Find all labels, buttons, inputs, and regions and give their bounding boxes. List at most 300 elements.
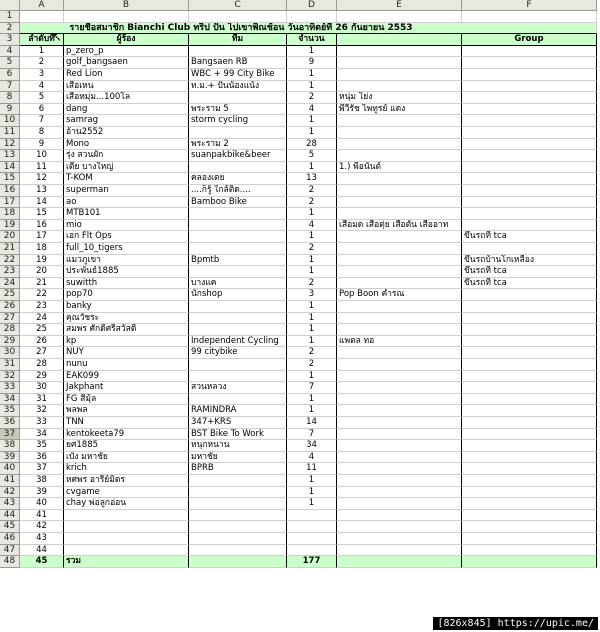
table-cell-b[interactable]: suwitth (64, 278, 189, 290)
row-header-4[interactable]: 4 (0, 46, 20, 58)
table-cell-e[interactable]: 1.) พี่อนันต์ (337, 162, 462, 174)
header-cell-b[interactable]: ผู้ร้อง (64, 34, 189, 46)
empty-cell[interactable] (64, 11, 189, 23)
row-header-29[interactable]: 29 (0, 336, 20, 348)
table-cell-b[interactable]: p_zero_p (64, 46, 189, 58)
table-cell-a[interactable]: 28 (20, 359, 64, 371)
table-cell-c[interactable]: ท.ม.+ ปั่นน้องแน้ง (189, 81, 287, 93)
header-cell-f[interactable]: Group (462, 34, 597, 46)
table-cell-a[interactable]: 30 (20, 382, 64, 394)
table-cell-a[interactable]: 1 (20, 46, 64, 58)
table-cell-c[interactable] (189, 220, 287, 232)
row-header-13[interactable]: 13 (0, 150, 20, 162)
table-cell-c[interactable]: RAMINDRA (189, 405, 287, 417)
table-cell-a[interactable]: 36 (20, 452, 64, 464)
table-cell-e[interactable]: Pop Boon คำรณ (337, 289, 462, 301)
table-cell-c[interactable] (189, 231, 287, 243)
row-header-24[interactable]: 24 (0, 278, 20, 290)
table-cell-e[interactable] (337, 278, 462, 290)
table-cell-a[interactable]: 11 (20, 162, 64, 174)
table-cell-c[interactable]: สวนหลวง (189, 382, 287, 394)
table-cell-f[interactable]: ขึ้นรถที่ tca (462, 231, 597, 243)
table-cell-b[interactable] (64, 545, 189, 557)
table-cell-f[interactable]: ขึ้นรถที่ tca (462, 278, 597, 290)
total-cell-e[interactable] (337, 556, 462, 568)
table-cell-a[interactable]: 43 (20, 533, 64, 545)
table-cell-c[interactable]: Bpmtb (189, 255, 287, 267)
row-header-19[interactable]: 19 (0, 220, 20, 232)
table-cell-b[interactable]: ao (64, 197, 189, 209)
table-cell-a[interactable]: 6 (20, 104, 64, 116)
select-all-corner[interactable] (0, 0, 20, 11)
table-cell-c[interactable] (189, 243, 287, 255)
column-header-a[interactable]: A (20, 0, 64, 11)
table-cell-a[interactable]: 26 (20, 336, 64, 348)
row-header-20[interactable]: 20 (0, 231, 20, 243)
table-cell-c[interactable] (189, 313, 287, 325)
table-cell-e[interactable] (337, 313, 462, 325)
row-header-26[interactable]: 26 (0, 301, 20, 313)
table-cell-b[interactable]: เป๋ง มหาชัย (64, 452, 189, 464)
total-cell-d[interactable]: 177 (287, 556, 337, 568)
table-cell-c[interactable]: ....ก็รู้ ใกล้ติด.... (189, 185, 287, 197)
row-header-22[interactable]: 22 (0, 255, 20, 267)
table-cell-f[interactable] (462, 545, 597, 557)
table-cell-b[interactable]: เสือเหน (64, 81, 189, 93)
row-header-9[interactable]: 9 (0, 104, 20, 116)
row-header-46[interactable]: 46 (0, 533, 20, 545)
row-header-2[interactable]: 2 (0, 23, 20, 35)
table-cell-d[interactable]: 34 (287, 440, 337, 452)
row-header-6[interactable]: 6 (0, 69, 20, 81)
column-header-e[interactable]: E (337, 0, 462, 11)
table-cell-d[interactable]: 2 (287, 92, 337, 104)
table-cell-f[interactable] (462, 139, 597, 151)
table-cell-f[interactable] (462, 487, 597, 499)
table-cell-c[interactable]: BPRB (189, 463, 287, 475)
table-cell-e[interactable] (337, 173, 462, 185)
table-cell-a[interactable]: 37 (20, 463, 64, 475)
table-cell-d[interactable]: 1 (287, 301, 337, 313)
row-header-8[interactable]: 8 (0, 92, 20, 104)
table-cell-b[interactable]: ยศ1885 (64, 440, 189, 452)
table-cell-d[interactable]: 28 (287, 139, 337, 151)
table-cell-e[interactable] (337, 324, 462, 336)
table-cell-c[interactable] (189, 498, 287, 510)
row-header-36[interactable]: 36 (0, 417, 20, 429)
table-cell-f[interactable] (462, 498, 597, 510)
table-cell-e[interactable] (337, 208, 462, 220)
table-cell-e[interactable]: เสือมด เสือตุ่ย เสือตัน เสืออาท (337, 220, 462, 232)
table-cell-a[interactable]: 17 (20, 231, 64, 243)
table-cell-e[interactable] (337, 371, 462, 383)
table-cell-f[interactable] (462, 104, 597, 116)
table-cell-e[interactable] (337, 452, 462, 464)
table-cell-c[interactable]: Independent Cycling (189, 336, 287, 348)
table-cell-e[interactable] (337, 440, 462, 452)
table-cell-d[interactable]: 1 (287, 255, 337, 267)
table-cell-e[interactable] (337, 46, 462, 58)
table-cell-d[interactable]: 11 (287, 463, 337, 475)
table-cell-a[interactable]: 9 (20, 139, 64, 151)
table-cell-d[interactable]: 1 (287, 475, 337, 487)
table-cell-c[interactable] (189, 545, 287, 557)
table-cell-a[interactable]: 23 (20, 301, 64, 313)
table-cell-f[interactable] (462, 359, 597, 371)
row-header-10[interactable]: 10 (0, 115, 20, 127)
table-cell-f[interactable] (462, 313, 597, 325)
table-cell-d[interactable] (287, 545, 337, 557)
empty-cell[interactable] (337, 11, 462, 23)
table-cell-a[interactable]: 24 (20, 313, 64, 325)
table-cell-f[interactable] (462, 162, 597, 174)
table-cell-a[interactable]: 38 (20, 475, 64, 487)
table-cell-e[interactable] (337, 127, 462, 139)
table-cell-c[interactable]: suanpakbike&beer (189, 150, 287, 162)
table-cell-b[interactable]: TNN (64, 417, 189, 429)
table-cell-d[interactable]: 1 (287, 371, 337, 383)
table-cell-a[interactable]: 39 (20, 487, 64, 499)
header-cell-c[interactable]: ทีม (189, 34, 287, 46)
table-cell-f[interactable] (462, 243, 597, 255)
row-header-18[interactable]: 18 (0, 208, 20, 220)
row-header-25[interactable]: 25 (0, 289, 20, 301)
table-cell-e[interactable] (337, 487, 462, 499)
row-header-7[interactable]: 7 (0, 81, 20, 93)
table-cell-c[interactable]: คลองเตย (189, 173, 287, 185)
table-cell-b[interactable]: T-KOM (64, 173, 189, 185)
row-header-16[interactable]: 16 (0, 185, 20, 197)
table-cell-d[interactable]: 1 (287, 46, 337, 58)
table-cell-c[interactable]: นักshop (189, 289, 287, 301)
column-header-c[interactable]: C (189, 0, 287, 11)
table-cell-b[interactable]: chay พ่อลูกอ่อน (64, 498, 189, 510)
row-header-23[interactable]: 23 (0, 266, 20, 278)
table-cell-c[interactable]: บางแค (189, 278, 287, 290)
row-header-32[interactable]: 32 (0, 371, 20, 383)
table-cell-c[interactable]: พระราม 5 (189, 104, 287, 116)
table-cell-a[interactable]: 41 (20, 510, 64, 522)
table-cell-d[interactable]: 2 (287, 243, 337, 255)
table-cell-d[interactable]: 1 (287, 115, 337, 127)
table-cell-e[interactable] (337, 498, 462, 510)
table-cell-f[interactable] (462, 417, 597, 429)
table-cell-b[interactable]: nunu (64, 359, 189, 371)
table-cell-b[interactable]: หศพร อารีย์มิตร (64, 475, 189, 487)
row-header-28[interactable]: 28 (0, 324, 20, 336)
table-cell-e[interactable] (337, 266, 462, 278)
table-cell-e[interactable]: แพตล ทอ (337, 336, 462, 348)
table-cell-b[interactable]: Mono (64, 139, 189, 151)
row-header-21[interactable]: 21 (0, 243, 20, 255)
table-cell-f[interactable] (462, 115, 597, 127)
table-cell-c[interactable]: Bangsaen RB (189, 57, 287, 69)
table-cell-f[interactable] (462, 440, 597, 452)
table-cell-d[interactable]: 2 (287, 347, 337, 359)
table-cell-c[interactable] (189, 92, 287, 104)
table-cell-c[interactable]: หนุกหนาน (189, 440, 287, 452)
table-cell-d[interactable]: 1 (287, 231, 337, 243)
table-cell-b[interactable]: ประพันธ์1885 (64, 266, 189, 278)
table-cell-f[interactable] (462, 510, 597, 522)
table-cell-e[interactable] (337, 301, 462, 313)
table-cell-a[interactable]: 13 (20, 185, 64, 197)
table-cell-c[interactable]: BST Bike To Work (189, 429, 287, 441)
table-cell-c[interactable] (189, 127, 287, 139)
header-cell-d[interactable]: จำนวน (287, 34, 337, 46)
empty-cell[interactable] (462, 11, 597, 23)
table-cell-b[interactable]: banky (64, 301, 189, 313)
total-cell-a[interactable]: 45 (20, 556, 64, 568)
row-header-1[interactable]: 1 (0, 11, 20, 23)
table-cell-d[interactable] (287, 521, 337, 533)
table-cell-c[interactable] (189, 301, 287, 313)
empty-cell[interactable] (20, 11, 64, 23)
table-cell-f[interactable] (462, 521, 597, 533)
table-cell-c[interactable] (189, 359, 287, 371)
column-header-b[interactable]: B (64, 0, 189, 11)
row-header-3[interactable]: 3 (0, 34, 20, 46)
table-cell-b[interactable]: kentokeeta79 (64, 429, 189, 441)
table-cell-f[interactable] (462, 57, 597, 69)
table-cell-a[interactable]: 20 (20, 266, 64, 278)
table-cell-d[interactable]: 4 (287, 452, 337, 464)
table-cell-d[interactable]: 13 (287, 173, 337, 185)
table-cell-c[interactable] (189, 162, 287, 174)
table-cell-d[interactable]: 9 (287, 57, 337, 69)
row-header-42[interactable]: 42 (0, 487, 20, 499)
total-cell-f[interactable] (462, 556, 597, 568)
row-header-17[interactable]: 17 (0, 197, 20, 209)
table-cell-d[interactable] (287, 510, 337, 522)
table-cell-e[interactable] (337, 185, 462, 197)
table-cell-e[interactable]: พี่วีรัช ไพทูรย์ แดง (337, 104, 462, 116)
table-cell-c[interactable]: WBC + 99 City Bike (189, 69, 287, 81)
table-cell-f[interactable] (462, 324, 597, 336)
table-cell-b[interactable] (64, 521, 189, 533)
table-cell-b[interactable]: samrag (64, 115, 189, 127)
header-cell-e[interactable] (337, 34, 462, 46)
table-cell-d[interactable]: 1 (287, 336, 337, 348)
row-header-34[interactable]: 34 (0, 394, 20, 406)
row-header-40[interactable]: 40 (0, 463, 20, 475)
table-cell-e[interactable] (337, 139, 462, 151)
table-cell-f[interactable] (462, 173, 597, 185)
table-cell-d[interactable]: 2 (287, 359, 337, 371)
table-cell-e[interactable] (337, 359, 462, 371)
header-cell-a[interactable]: ลำดับที่ (20, 34, 64, 46)
table-cell-e[interactable] (337, 197, 462, 209)
table-cell-b[interactable]: รุ่ง สวนผัก (64, 150, 189, 162)
table-cell-d[interactable]: 1 (287, 313, 337, 325)
table-cell-f[interactable] (462, 220, 597, 232)
row-header-11[interactable]: 11 (0, 127, 20, 139)
table-cell-d[interactable]: 4 (287, 104, 337, 116)
table-cell-a[interactable]: 5 (20, 92, 64, 104)
table-cell-c[interactable] (189, 266, 287, 278)
table-cell-b[interactable]: อ้าน2552 (64, 127, 189, 139)
row-header-30[interactable]: 30 (0, 347, 20, 359)
table-cell-a[interactable]: 25 (20, 324, 64, 336)
table-cell-a[interactable]: 27 (20, 347, 64, 359)
table-cell-f[interactable] (462, 452, 597, 464)
table-cell-b[interactable]: krich (64, 463, 189, 475)
table-cell-b[interactable]: Jakphant (64, 382, 189, 394)
table-cell-e[interactable] (337, 510, 462, 522)
table-cell-a[interactable]: 8 (20, 127, 64, 139)
table-cell-b[interactable]: superman (64, 185, 189, 197)
row-header-33[interactable]: 33 (0, 382, 20, 394)
table-cell-e[interactable] (337, 57, 462, 69)
table-cell-a[interactable]: 10 (20, 150, 64, 162)
table-cell-b[interactable]: golf_bangsaen (64, 57, 189, 69)
table-cell-a[interactable]: 31 (20, 394, 64, 406)
table-cell-a[interactable]: 15 (20, 208, 64, 220)
table-cell-a[interactable]: 44 (20, 545, 64, 557)
row-header-5[interactable]: 5 (0, 57, 20, 69)
table-cell-b[interactable] (64, 533, 189, 545)
table-cell-f[interactable] (462, 92, 597, 104)
table-cell-a[interactable]: 4 (20, 81, 64, 93)
column-header-f[interactable]: F (462, 0, 597, 11)
table-cell-f[interactable]: ขึ้นรถที่ tca (462, 266, 597, 278)
table-cell-e[interactable] (337, 463, 462, 475)
table-cell-e[interactable] (337, 69, 462, 81)
table-cell-e[interactable] (337, 394, 462, 406)
table-cell-e[interactable] (337, 243, 462, 255)
table-cell-d[interactable]: 1 (287, 162, 337, 174)
table-cell-b[interactable]: เอก Flt Ops (64, 231, 189, 243)
table-cell-b[interactable]: เตีย บางใหญ่ (64, 162, 189, 174)
column-header-d[interactable]: D (287, 0, 337, 11)
table-cell-e[interactable] (337, 521, 462, 533)
table-cell-d[interactable] (287, 533, 337, 545)
table-cell-c[interactable]: storm cycling (189, 115, 287, 127)
table-cell-b[interactable]: pop70 (64, 289, 189, 301)
table-cell-b[interactable]: mio (64, 220, 189, 232)
table-cell-b[interactable]: kp (64, 336, 189, 348)
table-cell-b[interactable]: dang (64, 104, 189, 116)
table-cell-b[interactable]: Red Lion (64, 69, 189, 81)
table-cell-d[interactable]: 4 (287, 220, 337, 232)
table-cell-b[interactable]: สมพร ศักดิ์ศรีสวัสดิ์ (64, 324, 189, 336)
table-cell-b[interactable]: EAK099 (64, 371, 189, 383)
table-cell-f[interactable] (462, 347, 597, 359)
row-header-37[interactable]: 37 (0, 429, 20, 441)
table-cell-f[interactable] (462, 289, 597, 301)
row-header-41[interactable]: 41 (0, 475, 20, 487)
table-cell-c[interactable] (189, 521, 287, 533)
row-header-12[interactable]: 12 (0, 139, 20, 151)
row-header-48[interactable]: 48 (0, 556, 20, 568)
row-header-43[interactable]: 43 (0, 498, 20, 510)
table-cell-e[interactable] (337, 150, 462, 162)
table-cell-a[interactable]: 29 (20, 371, 64, 383)
table-cell-b[interactable]: full_10_tigers (64, 243, 189, 255)
table-cell-e[interactable] (337, 347, 462, 359)
table-cell-c[interactable] (189, 487, 287, 499)
table-cell-b[interactable]: แมวภูเขา (64, 255, 189, 267)
table-cell-e[interactable] (337, 545, 462, 557)
table-cell-b[interactable]: คุณวัชระ (64, 313, 189, 325)
table-cell-a[interactable]: 12 (20, 173, 64, 185)
row-header-14[interactable]: 14 (0, 162, 20, 174)
table-cell-d[interactable]: 3 (287, 289, 337, 301)
table-cell-f[interactable] (462, 336, 597, 348)
table-cell-c[interactable]: มหาชัย (189, 452, 287, 464)
table-cell-c[interactable] (189, 475, 287, 487)
table-cell-d[interactable]: 14 (287, 417, 337, 429)
table-cell-c[interactable] (189, 533, 287, 545)
table-cell-e[interactable] (337, 231, 462, 243)
table-cell-f[interactable]: ขึ้นรถบ้านโกเหลือง (462, 255, 597, 267)
table-cell-c[interactable] (189, 46, 287, 58)
table-cell-c[interactable]: 99 citybike (189, 347, 287, 359)
row-header-39[interactable]: 39 (0, 452, 20, 464)
table-cell-f[interactable] (462, 197, 597, 209)
table-cell-a[interactable]: 14 (20, 197, 64, 209)
table-cell-a[interactable]: 33 (20, 417, 64, 429)
table-cell-b[interactable]: พลพล (64, 405, 189, 417)
table-cell-d[interactable]: 1 (287, 208, 337, 220)
table-cell-d[interactable]: 1 (287, 81, 337, 93)
table-cell-e[interactable] (337, 429, 462, 441)
table-cell-b[interactable]: MTB101 (64, 208, 189, 220)
table-cell-d[interactable]: 1 (287, 394, 337, 406)
table-cell-f[interactable] (462, 127, 597, 139)
table-cell-f[interactable] (462, 150, 597, 162)
table-cell-f[interactable] (462, 382, 597, 394)
table-cell-d[interactable]: 7 (287, 382, 337, 394)
table-cell-d[interactable]: 1 (287, 498, 337, 510)
table-cell-a[interactable]: 19 (20, 255, 64, 267)
row-header-31[interactable]: 31 (0, 359, 20, 371)
table-cell-f[interactable] (462, 46, 597, 58)
table-cell-d[interactable]: 1 (287, 127, 337, 139)
table-cell-e[interactable] (337, 405, 462, 417)
table-cell-e[interactable] (337, 255, 462, 267)
table-cell-c[interactable]: 347+KRS (189, 417, 287, 429)
table-cell-a[interactable]: 35 (20, 440, 64, 452)
table-cell-a[interactable]: 16 (20, 220, 64, 232)
row-header-47[interactable]: 47 (0, 545, 20, 557)
table-cell-e[interactable] (337, 382, 462, 394)
table-cell-c[interactable]: พระราม 2 (189, 139, 287, 151)
table-cell-a[interactable]: 34 (20, 429, 64, 441)
table-cell-d[interactable]: 5 (287, 150, 337, 162)
table-cell-a[interactable]: 22 (20, 289, 64, 301)
table-cell-a[interactable]: 40 (20, 498, 64, 510)
table-cell-e[interactable] (337, 417, 462, 429)
table-cell-d[interactable]: 2 (287, 185, 337, 197)
table-cell-a[interactable]: 18 (20, 243, 64, 255)
table-cell-d[interactable]: 1 (287, 266, 337, 278)
table-cell-f[interactable] (462, 301, 597, 313)
row-header-45[interactable]: 45 (0, 521, 20, 533)
empty-cell[interactable] (287, 11, 337, 23)
total-cell-c[interactable] (189, 556, 287, 568)
table-cell-e[interactable] (337, 475, 462, 487)
table-cell-d[interactable]: 1 (287, 487, 337, 499)
table-cell-d[interactable]: 1 (287, 69, 337, 81)
table-cell-e[interactable] (337, 533, 462, 545)
table-cell-e[interactable] (337, 115, 462, 127)
table-cell-c[interactable] (189, 324, 287, 336)
table-cell-b[interactable]: FG สีมุ้ล (64, 394, 189, 406)
total-cell-b[interactable]: รวม (64, 556, 189, 568)
table-cell-a[interactable]: 3 (20, 69, 64, 81)
table-cell-e[interactable] (337, 81, 462, 93)
